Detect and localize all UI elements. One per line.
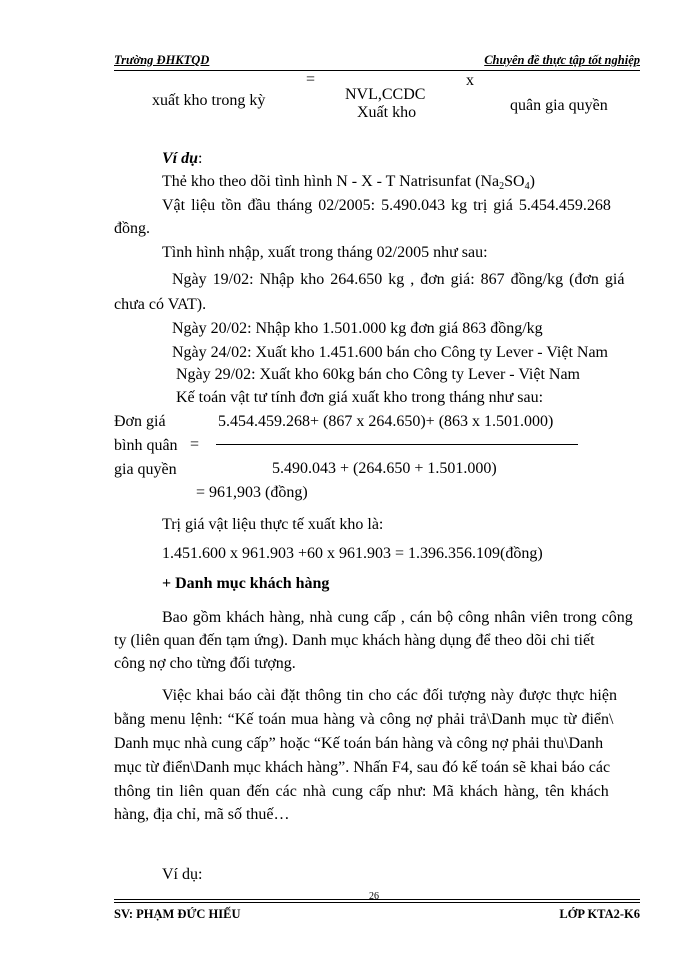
customers-p2-line2: bằng menu lệnh: “Kế toán mua hàng và công nợ phải trả\Danh mục từ điển\ (114, 711, 614, 728)
section-heading-customers: + Danh mục khách hàng (162, 575, 330, 592)
customers-p1-line3: công nợ cho từng đối tượng. (114, 655, 296, 672)
opening-balance-line1: Vật liệu tồn đầu tháng 02/2005: 5.490.043 kg trị giá 5.454.459.268 (162, 197, 611, 214)
formula-top-issue: Xuất kho (357, 104, 417, 121)
customers-p2-line4: mục từ điển\Danh mục khách hàng”. Nhấn F4, sau đó kế toán sẽ khai báo các (114, 759, 611, 776)
movement-1-line2: chưa có VAT). (114, 296, 207, 313)
opening-balance-line2: đồng. (114, 220, 150, 237)
fraction-bar (216, 444, 578, 445)
formula-top-material: NVL,CCDC (345, 86, 426, 103)
actual-value-calc: 1.451.600 x 961.903 +60 x 961.903 = 1.396.356.109(đồng) (162, 545, 543, 562)
actual-value-intro: Trị giá vật liệu thực tế xuất kho là: (162, 516, 384, 533)
stock-card-title (162, 173, 535, 191)
example-heading (162, 150, 202, 168)
page-number: 26 (369, 891, 379, 902)
formula-close-paren: ) (529, 173, 535, 190)
footer-rule-bottom (114, 902, 640, 903)
footer-rule-top (114, 899, 640, 900)
unit-price-result: = 961,903 (đồng) (196, 484, 308, 501)
formula-top-issue-qty: xuất kho trong kỳ (152, 92, 266, 109)
calc-intro: Kế toán vật tư tính đơn giá xuất kho trong tháng như sau: (176, 389, 544, 406)
header-school: Trường ĐHKTQD (114, 53, 210, 67)
movements-intro: Tình hình nhập, xuất trong tháng 02/2005 như sau: (162, 244, 488, 261)
header-rule (114, 70, 640, 71)
footer-class: LỚP KTA2-K6 (559, 907, 640, 921)
movement-4: Ngày 29/02: Xuất kho 60kg bán cho Công ty Lever - Việt Nam (176, 366, 580, 383)
unit-price-label-3: gia quyền (114, 461, 177, 478)
customers-p2-line6: hàng, địa chỉ, mã số thuế… (114, 806, 290, 823)
customers-p2-line1: Việc khai báo cài đặt thông tin cho các đối tượng này được thực hiện (162, 687, 617, 704)
customers-p2-line5: thông tin liên quan đến các nhà cung cấp như: Mã khách hàng, tên khách (114, 783, 609, 800)
header-report-type: Chuyên đề thực tập tốt nghiệp (484, 53, 640, 67)
formula-top-times: x (466, 72, 474, 89)
unit-price-denominator: 5.490.043 + (264.650 + 1.501.000) (272, 460, 497, 477)
formula-top-equals: = (306, 71, 316, 88)
unit-price-label-1: Đơn giá (114, 413, 166, 430)
formula-top-weighted-avg: quân gia quyền (510, 97, 608, 114)
example-label: Ví dụ (162, 150, 199, 167)
unit-price-label-2: bình quân (114, 437, 178, 454)
movement-3: Ngày 24/02: Xuất kho 1.451.600 bán cho Công ty Lever - Việt Nam (172, 344, 608, 361)
example-colon: : (198, 150, 203, 167)
unit-price-equals: = (190, 436, 200, 453)
stock-card-title-text: Thẻ kho theo dõi tình hình N - X - T Natrisunfat (Na (162, 173, 500, 190)
example-2-label: Ví dụ: (162, 866, 203, 883)
footer-student: SV: PHẠM ĐỨC HIẾU (114, 907, 241, 921)
customers-p1-line1: Bao gồm khách hàng, nhà cung cấp , cán bộ công nhân viên trong công (162, 609, 633, 626)
formula-so: SO (504, 173, 525, 190)
movement-1-line1: Ngày 19/02: Nhập kho 264.650 kg , đơn giá: 867 đồng/kg (đơn giá (172, 271, 625, 288)
unit-price-numerator: 5.454.459.268+ (867 x 264.650)+ (863 x 1.501.000) (218, 413, 554, 430)
movement-2: Ngày 20/02: Nhập kho 1.501.000 kg đơn giá 863 đồng/kg (172, 320, 543, 337)
customers-p1-line2: ty (liên quan đến tạm ứng). Danh mục khách hàng dụng để theo dõi chi tiết (114, 632, 595, 649)
customers-p2-line3: Danh mục nhà cung cấp” hoặc “Kế toán bán hàng và công nợ phải thu\Danh (114, 735, 604, 752)
formula-subscript-2: 2 (499, 181, 505, 192)
formula-subscript-4: 4 (524, 181, 530, 192)
